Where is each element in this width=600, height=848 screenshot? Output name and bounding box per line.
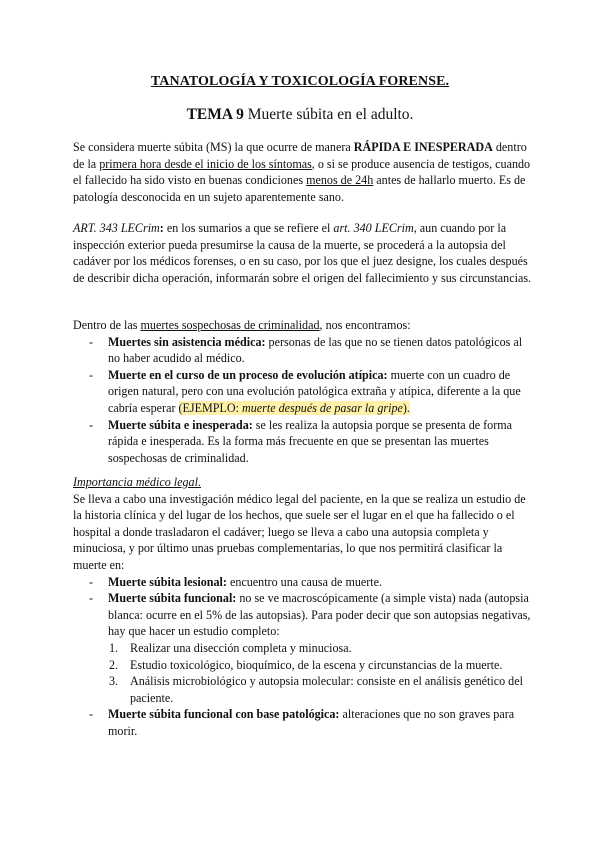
topic-heading bbox=[0, 106, 600, 124]
intro-text: antes de hallarlo muerto. Es de patología desconocida en un sujeto aparentemente sano. bbox=[73, 173, 526, 204]
intro-underline-first-hour: primera hora desde el inicio de los síntomas bbox=[99, 156, 312, 171]
list-item-text: no se ve macroscópicamente (a simple vista) nada (autopsia blanca: ocurre en el 5% de las autopsias). Para poder decir que son autopsias negativas, hay que hacer un estudio completo: bbox=[108, 591, 531, 639]
intro-underline-24h: menos de 24h bbox=[306, 173, 374, 188]
step-number: 2. bbox=[109, 657, 119, 672]
topic-number: TEMA 9 bbox=[186, 106, 244, 123]
list-item bbox=[73, 574, 535, 591]
topic-name: Muerte súbita en el adulto. bbox=[247, 106, 414, 123]
article-text: , aun cuando por la inspección exterior pueda presumirse la causa de la muerte, se procederá a la autopsia del cadáver por los médicos forenses, o en su caso, por los que el juez designe, los cuales después de describir dicha operación, informarán sobre el origen del fallecimiento y sus circunstancias. bbox=[73, 221, 532, 285]
suspicious-intro bbox=[73, 317, 535, 334]
list-item bbox=[73, 590, 535, 640]
step-text: Análisis microbiológico y autopsia molecular: consiste en el análisis genético del paciente. bbox=[130, 674, 523, 705]
importance-heading bbox=[73, 474, 535, 491]
suspicious-list bbox=[73, 334, 535, 467]
list-item bbox=[73, 706, 535, 739]
list-item bbox=[73, 417, 535, 467]
suspicious-underline: muertes sospechosas de criminalidad bbox=[140, 318, 320, 332]
list-item-text: alteraciones que no son graves para morir. bbox=[108, 707, 515, 738]
suspicious-deaths-section bbox=[73, 317, 535, 466]
document-title: TANATOLOGÍA Y TOXICOLOGÍA FORENSE. bbox=[150, 74, 450, 89]
intro-paragraph bbox=[73, 139, 535, 205]
suspicious-text: , nos encontramos: bbox=[319, 318, 411, 332]
list-item-text: muerte con un cuadro de origen natural, pero con una evolución patológica extraña y atípica, diferente a la que cabría esperar bbox=[108, 367, 521, 415]
article-reference: art. 340 LECrim bbox=[333, 221, 414, 235]
list-item-term: Muertes sin asistencia médica: bbox=[108, 334, 266, 349]
list-item-text: encuentro una causa de muerte. bbox=[226, 574, 383, 589]
section-heading: Importancia médico legal. bbox=[73, 475, 201, 489]
importance-paragraph: Se lleva a cabo una investigación médico legal del paciente, en la que se realiza un estudio de la historia clínica y del lugar de los hechos, que suele ser el lugar en el que ha fallecido o el hospital a donde trasladaron el cadáver; luego se lleva a cabo una autopsia completa y minuciosa, y por último unas pruebas complementarias, lo que nos permitirá clasificar la muerte en: bbox=[73, 491, 526, 572]
intro-text: dentro de la bbox=[73, 140, 527, 171]
step-number: 1. bbox=[109, 640, 119, 655]
intro-emphasis: RÁPIDA E INESPERADA bbox=[353, 140, 493, 154]
step-text: Estudio toxicológico, bioquímico, de la escena y circunstancias de la muerte. bbox=[130, 657, 503, 672]
step-text: Realizar una disección completa y minuciosa. bbox=[130, 640, 352, 655]
article-text: en los sumarios a que se refiere el bbox=[166, 221, 334, 235]
numbered-item bbox=[73, 657, 535, 674]
list-item-term: Muerte súbita funcional: bbox=[108, 591, 237, 606]
study-steps-list bbox=[73, 640, 535, 706]
article-colon: : bbox=[159, 221, 167, 235]
list-item-term: Muerte súbita lesional: bbox=[108, 574, 227, 589]
list-item bbox=[73, 334, 535, 367]
classification-list bbox=[73, 574, 535, 640]
list-item-text: se les realiza la autopsia porque se presenta de forma rápida e inesperada. Es la forma más frecuente en que se presentan las muertes sospechosas de criminalidad. bbox=[108, 417, 513, 465]
list-item-term: Muerte en el curso de un proceso de evolución atípica: bbox=[108, 367, 388, 382]
example-close: ). bbox=[402, 400, 410, 415]
article-paragraph bbox=[73, 220, 535, 286]
intro-text: Se considera muerte súbita (MS) la que ocurre de manera bbox=[73, 140, 354, 154]
article-reference: ART. 343 LECrim bbox=[73, 221, 160, 235]
classification-list-continued bbox=[73, 706, 535, 739]
importance-section bbox=[73, 474, 535, 740]
step-number: 3. bbox=[109, 674, 119, 689]
list-item bbox=[73, 367, 535, 417]
list-item-text: personas de las que no se tienen datos patológicos al no haber acudido al médico. bbox=[108, 334, 523, 366]
intro-text: , o si se produce ausencia de testigos, cuando el fallecido ha sido visto en buenas condiciones bbox=[73, 156, 531, 188]
numbered-item bbox=[73, 640, 535, 657]
highlighted-example bbox=[179, 401, 410, 415]
numbered-item bbox=[73, 673, 535, 706]
list-item-term: Muerte súbita funcional con base patológica: bbox=[108, 707, 340, 722]
example-text: muerte después de pasar la gripe bbox=[242, 400, 403, 415]
suspicious-text: Dentro de las bbox=[73, 318, 141, 332]
example-label: (EJEMPLO: bbox=[178, 400, 242, 415]
list-item-term: Muerte súbita e inesperada: bbox=[108, 417, 253, 432]
